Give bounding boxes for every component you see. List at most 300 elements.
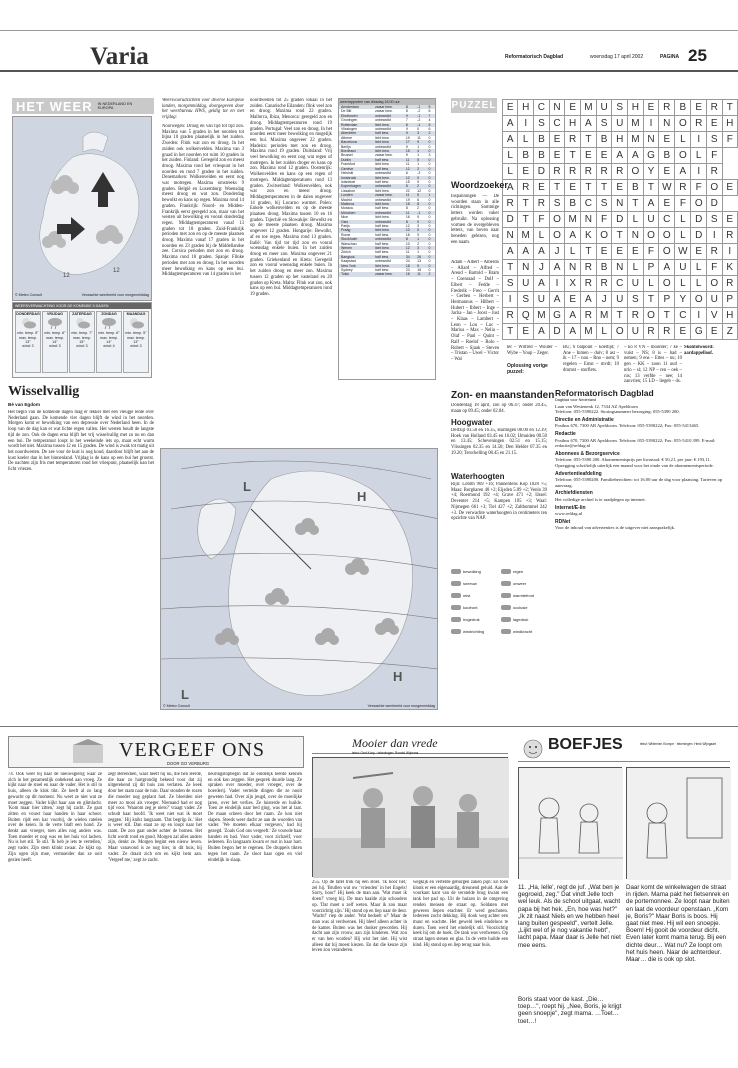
table-cell: 6: [405, 171, 408, 176]
colophon-box: [555, 388, 730, 718]
puzzle-letter: E: [503, 100, 518, 116]
table-cell: 0: [426, 149, 435, 153]
puzzle-letter: N: [565, 260, 581, 276]
puzzle-letter: I: [518, 116, 534, 132]
puzzle-letter: T: [612, 228, 628, 244]
table-cell: 0: [426, 255, 435, 259]
table-cell: Berlijn: [341, 144, 351, 149]
map2-caption-left: © Meteo Consult: [163, 704, 190, 708]
puzzle-letter: T: [722, 100, 738, 116]
weather-article-body: Het begin van de komende dagen mag er lekker met een vleugje lente over Nederland gaan. De komende vier dagen blijft de wind in het noorden. Morgen komt er bewolking van een depressie over Nederland heen. In de loop van de dag kan er wat lichte regen vallen. Het westen houdt de langste tijd de zon. Ook de dagen erna blijft het vrij wisselvallig met zo nu en dan een bui. De temperatuur loopt in het weekeinde iets op, maar echt warm wordt het niet. Maxima tussen 12 en 15 graden. De wind is zwak tot matig uit het noordwesten. De zee voor de kust is nog koud, daardoor blijft het aan de kust koeler dan in het binnenland. Vrijdag is de kans op een bui het grootst. De nachten zijn fris met temperaturen rond het vriespunt, plaatselijk kan het licht vriezen.: [8, 410, 154, 473]
puzzle-row: [503, 180, 738, 196]
table-cell: 0: [426, 167, 435, 171]
puzzle-letter: S: [628, 292, 644, 308]
forecast-day-name: MAANDAG: [126, 312, 146, 316]
puzzle-letter: A: [534, 244, 550, 260]
mooier-text: 255. Op de tafel trok hij een stoel. 'Ik hoor het,' zei hij. 'Brullen wat uw ‘vrienden’ in het Engels! Sorry, hoor!' Hij keek de man aan. 'Wat moet ik doen?' vroeg hij. De man haalde zijn schouders op. 'Dat moet u zelf weten. Maar ik zou maar voorzichtig zijn.' Hij stond op en liep naar de deur. 'Wacht!' riep de ander. 'Wat bedoelt u?' Maar de man was al verdwenen. Hij bleef alleen achter in de kamer. Buiten was het donker geworden. Hij dacht aan zijn vrouw, aan zijn kinderen. Wat zou er van hen worden? Hij wist het niet. Hij wist alleen dat hij moest kiezen. En dat die keuze zijn leven zou veranderen.: [312, 880, 407, 954]
puzzle-letter: H: [722, 116, 738, 132]
table-cell: 2: [426, 272, 435, 276]
boefjes-caption-1: 11. „Ha, lelle', regt de juf. „Wat ben je gegroeid, zeg." Dat vindt Jelle toch wel leuk. Als de school uitgaat, wacht papa bij het hek. „En, hoe was het?" „Ik zit naast Niels en we hebben heel lang buiten gespeeld", vertelt Jelle. „Lijkt wel of je nog vakantie hebt", lacht papa. Maar daar is Jelle het niet mee eens.: [518, 884, 621, 949]
puzzle-letter: M: [628, 116, 644, 132]
table-cell: 8: [404, 105, 415, 109]
puzzle-letter: B: [628, 180, 644, 196]
tide-title: Hoogwater: [451, 418, 493, 427]
table-cell: Lissabon: [341, 188, 356, 193]
high-pressure-label-1: H: [357, 489, 367, 504]
puzzle-letter: S: [503, 276, 518, 292]
puzzle-row: [503, 244, 738, 260]
table-cell: 9: [417, 179, 420, 184]
table-cell: 0: [428, 206, 431, 211]
table-cell: 8: [404, 123, 415, 127]
table-cell: 0: [426, 246, 435, 250]
legend-row: [451, 577, 547, 589]
table-cell: 5: [426, 105, 435, 109]
legend-item: [501, 629, 547, 634]
puzzle-letter: E: [706, 324, 722, 340]
table-cell: licht bew.: [373, 202, 404, 206]
table-cell: 12: [417, 188, 422, 193]
puzzle-letter: U: [628, 324, 644, 340]
table-cell: 3: [415, 131, 426, 135]
table-cell: 4: [428, 118, 431, 123]
puzzle-letter: S: [706, 132, 722, 148]
table-cell: licht bew.: [373, 149, 404, 153]
solution-keyword: Skontolwoord: aardappelloof.: [684, 345, 714, 356]
puzzle-letter: Y: [675, 292, 691, 308]
table-cell: 0: [426, 158, 435, 162]
table-cell: -2: [417, 109, 421, 114]
table-cell: -1: [415, 211, 426, 215]
puzzle-letter: R: [581, 276, 597, 292]
forecast-wind: wind: 3: [22, 344, 34, 349]
table-cell: 0: [428, 241, 431, 246]
puzzle-letter: R: [659, 100, 675, 116]
mooier-header: [312, 736, 508, 754]
legend-symbol-icon: [451, 629, 461, 634]
puzzle-letter: N: [518, 260, 534, 276]
puzzle-letter: R: [549, 164, 565, 180]
boefjes-caption-3: Daar komt de winkelwagen de straat in rijden. Mama pakt het fietsenrek en de portemonnee. Ze loopt naar buiten en laat de voordeur openstaan. „Kom je, Boris?" Maar Boris is boos. Hij gaat niet mee. Hij wil een snoepje. Boem! Hij gooit de voordeur dicht. Even later komt mama terug. Bij een dichte deur… Wat nu? Ze loopt om het huis heen. Naar de achterdeur. Maar… die is ook op slot.: [626, 884, 730, 964]
table-cell: Parijs: [341, 223, 350, 228]
table-cell: -1: [415, 114, 426, 118]
table-cell: Londen: [339, 193, 373, 197]
puzzle-row: [503, 100, 738, 116]
table-cell: onbewolkt: [373, 220, 404, 224]
puzzle-letter: I: [503, 292, 518, 308]
table-cell: half bew.: [375, 250, 389, 255]
puzzle-letter: E: [691, 244, 707, 260]
table-cell: 0: [428, 223, 431, 228]
legend-item: [451, 593, 497, 598]
table-cell: Zürich: [341, 250, 351, 255]
table-cell: 6: [428, 127, 431, 132]
puzzle-letter: L: [675, 212, 691, 228]
table-cell: onbewolkt: [375, 144, 391, 149]
puzzle-letter: C: [612, 276, 628, 292]
table-cell: Sydney: [341, 268, 353, 273]
puzzle-banner: [451, 98, 497, 113]
puzzle-letter: E: [722, 212, 738, 228]
legend-symbol-icon: [501, 617, 511, 622]
colophon-arch-text: Het volledige archief is te raadplegen op internet.: [555, 496, 646, 502]
puzzle-letter: A: [565, 228, 581, 244]
puzzle-letter: T: [565, 148, 581, 164]
puzzle-letter: U: [596, 100, 612, 116]
table-cell: 0: [428, 250, 431, 255]
puzzle-letter: R: [581, 308, 597, 324]
puzzle-letter: T: [596, 180, 612, 196]
puzzle-letter: L: [675, 228, 691, 244]
legend-item: [501, 593, 547, 598]
table-header: weerrapporten van dinsdag 18.00 uur: [339, 99, 435, 105]
table-cell: 22: [405, 188, 410, 193]
table-cell: 0: [428, 259, 431, 264]
puzzle-letter: W: [659, 180, 675, 196]
legend-label: mist: [463, 592, 471, 598]
table-cell: 11: [404, 193, 415, 197]
table-cell: 1: [417, 153, 420, 158]
forecast-day-name: ZATERDAG: [72, 312, 92, 316]
table-cell: 0: [426, 228, 435, 232]
legend-label: onweer: [513, 580, 527, 586]
cloud-sun-icon: [127, 316, 145, 330]
table-cell: München: [339, 211, 373, 215]
puzzle-letter: F: [675, 196, 691, 212]
puzzle-letter: R: [596, 164, 612, 180]
forecast-wind: wind: 3: [49, 344, 61, 349]
forecast-max: max. temp. 14°: [100, 335, 118, 344]
serial-header: [8, 736, 304, 768]
puzzle-letter: U: [518, 276, 534, 292]
puzzle-letter: O: [659, 276, 675, 292]
puzzle-letter: A: [503, 116, 518, 132]
table-cell: 7: [426, 114, 435, 118]
puzzle-letter: R: [518, 180, 534, 196]
map-caption-right: Verwachte weerbeeld voor morgenmiddag: [81, 293, 149, 298]
puzzle-letter: T: [503, 324, 518, 340]
legend-label: occlusie: [513, 604, 528, 610]
serial-col2: zegt Berendien, waar heeft hij nu, die hen leerde, die haar zo hartgrondig bekend voor dat zij uitgerekend zij dit huis zou verlaten. Ze keek door het raam naar de tuin. Daar stonden de rozen die moeder nog geplant had. Ze bloeiden niet meer zo mooi als vroeger. Niemand had er nog tijd voor. 'Waarom zeg je niets?' vraagt vader. Ze schudt haar hoofd. 'Ik weet niet wat ik moet zeggen.' Hij knikt langzaam. 'Dat begrijp ik.' Het is weer stil. Dan staat ze op en loopt naar het raam. De zon gaat onder achter de bomen. Het licht wordt rood en goud. Morgen zal alles anders zijn, denkt ze. Morgen begint een nieuw leven. Maar vanavond is ze nog hier, in dit huis, bij vader. Ze draait zich om en kijkt hem aan. 'Vergeef me,' zegt ze zacht.: [108, 772, 202, 863]
legend-row: [451, 565, 547, 577]
page-date: woensdag 17 april 2002: [590, 54, 644, 60]
table-cell: half bew.: [373, 167, 404, 171]
colophon-red-text: Postbus 670, 7300 AR Apeldoorn. Telefoon: 055-5390222; Fax: 055-5410 399. E-mail: redactie@refdag.nl: [555, 437, 716, 449]
table-cell: Eindhoven: [339, 114, 373, 118]
table-cell: onbewolkt: [375, 171, 391, 176]
table-cell: 19: [405, 197, 410, 202]
puzzle-letter: X: [565, 276, 581, 292]
word-search-grid: [502, 99, 738, 340]
weather-article-author: Bé van Egdom: [8, 402, 40, 407]
puzzle-letter: T: [643, 292, 659, 308]
legend-item: [451, 629, 497, 634]
table-cell: 9: [415, 264, 426, 268]
bottom-section-rule: [0, 726, 738, 727]
puzzle-letter: M: [581, 100, 597, 116]
puzzle-letter: A: [581, 292, 597, 308]
puzzle-letter: R: [581, 260, 597, 276]
children-illustration: [519, 768, 623, 880]
table-cell: 6: [417, 197, 420, 202]
puzzle-row: [503, 260, 738, 276]
table-cell: Athene: [341, 135, 353, 140]
puzzle-letter: T: [581, 244, 597, 260]
legend-label: koufront: [463, 604, 478, 610]
puzzle-letter: L: [628, 212, 644, 228]
puzzle-letter: R: [706, 244, 722, 260]
puzzle-letter: E: [706, 116, 722, 132]
low-pressure-label-1: L: [243, 479, 251, 494]
puzzle-letter: L: [675, 132, 691, 148]
legend-label: lagedruk: [513, 616, 529, 622]
legend-symbol-icon: [451, 605, 461, 610]
table-cell: 8: [405, 206, 408, 211]
weather-map-small: [12, 116, 152, 301]
table-cell: Wenen: [339, 246, 373, 250]
table-cell: Dublin: [339, 158, 373, 162]
table-cell: Helsinki: [341, 171, 354, 176]
puzzle-letter: P: [659, 292, 675, 308]
table-cell: De Bilt: [341, 109, 352, 114]
cloud-sun-icon: [19, 316, 37, 330]
puzzle-letter: O: [691, 196, 707, 212]
table-cell: licht bew.: [373, 176, 404, 180]
puzzle-letter: O: [675, 148, 691, 164]
puzzle-letter: R: [534, 196, 550, 212]
legend-label: warmtefront: [513, 592, 535, 598]
table-cell: 2: [415, 167, 426, 171]
forecast-min: min. temp. 6°: [98, 331, 120, 336]
colophon-sub: Dagblad voor Nederland: [555, 398, 597, 402]
weather-banner: [12, 98, 154, 114]
puzzle-letter: L: [691, 148, 707, 164]
table-cell: 5: [415, 193, 426, 197]
puzzle-letter: O: [691, 292, 707, 308]
table-cell: Rotterdam: [339, 123, 373, 127]
table-cell: 0: [426, 237, 435, 241]
table-cell: zwaar bew.: [375, 153, 393, 158]
puzzle-letter: D: [549, 324, 565, 340]
puzzle-letter: A: [565, 324, 581, 340]
puzzle-letter: E: [565, 100, 581, 116]
serial-col3: neuringstopbegin dat ze eindelijk leerde kennen en ook kon zeggen. Het gesprek duurde lang. Ze spraken over moeder, over vroeger, over de boerderij. Vader vertelde dingen die ze nooit geweten had. Over zijn jeugd, over de moeilijke jaren, over het verlies. Ze luisterde en huilde. Toen ze eindelijk naar bed ging, was het al laat. De maan scheen door het raam. Ze kon niet slapen. Steeds weer dacht ze aan de woorden van vader. 'We moeten elkaar vergeven,' had hij gezegd. 'Zoals God ons vergeeft.' Ze vouwde haar handen en bad. Voor vader, voor zichzelf, voor iedereen. En langzaam kwam er rust in haar hart. Buiten begon het te regenen. De druppels tikten tegen het raam. Ze sloot haar ogen en viel eindelijk in slaap.: [208, 772, 302, 863]
table-cell: 9: [415, 140, 426, 144]
legend-row: [451, 589, 547, 601]
table-cell: Amsterdam: [339, 105, 373, 109]
puzzle-letter: S: [612, 100, 628, 116]
cloud-rain-icon: [100, 316, 118, 330]
colophon-adv-text: Telefoon: 055-5390200. Familieberichten: tot 16.00 uur de dag voor plaatsing. Tarieven op aanvraag.: [555, 477, 723, 488]
puzzle-letter: R: [628, 308, 644, 324]
puzzle-letter: O: [643, 228, 659, 244]
table-cell: half bew.: [375, 223, 389, 228]
puzzle-letter: O: [628, 164, 644, 180]
puzzle-letter: D: [706, 196, 722, 212]
table-cell: 12: [404, 176, 415, 180]
table-cell: 9: [405, 127, 408, 132]
puzzle-letter: N: [581, 212, 597, 228]
table-cell: 6: [426, 123, 435, 127]
legend-item: [501, 569, 547, 574]
puzzle-letter: J: [534, 260, 550, 276]
puzzle-letter: E: [596, 148, 612, 164]
table-cell: 0: [415, 228, 426, 232]
puzzle-letter: B: [518, 148, 534, 164]
table-cell: Bordeaux: [339, 149, 373, 153]
puzzle-letter: E: [596, 244, 612, 260]
puzzle-letter: L: [691, 276, 707, 292]
solution-text-col4: – ko 8 VN – moonter; 7 ke – vuist – NS; 8 is – bad – nemen; 9 ens – Ettes – nu; 10 gen – KK – zoon 11 uurl – nrlo – sl; 12 NP – ren – oek – rus; 13 verfde – nee; 14 zanvrien; 15 LD – liegeb – ds.: [624, 345, 682, 385]
table-cell: Praag: [339, 228, 373, 232]
legend-symbol-icon: [501, 593, 511, 598]
table-cell: licht bew.: [373, 264, 404, 268]
puzzle-letter: U: [675, 260, 691, 276]
puzzle-letter: D: [691, 228, 707, 244]
puzzle-letter: S: [518, 292, 534, 308]
puzzle-letter: M: [581, 324, 597, 340]
puzzle-letter: R: [503, 308, 518, 324]
puzzle-letter: R: [675, 180, 691, 196]
puzzle-letter: R: [503, 196, 518, 212]
puzzle-letter: V: [706, 308, 722, 324]
table-cell: Tokio: [339, 272, 373, 276]
puzzle-row: [503, 164, 738, 180]
puzzle-letter: C: [659, 212, 675, 228]
puzzle-letter: T: [659, 308, 675, 324]
puzzle-letter: T: [549, 180, 565, 196]
puzzle-letter: R: [565, 164, 581, 180]
colophon-adv-title: Advertentieafdeling: [555, 470, 602, 477]
puzzle-letter: T: [612, 308, 628, 324]
puzzle-letter: L: [691, 260, 707, 276]
legend-symbol-icon: [451, 617, 461, 622]
puzzle-letter: T: [503, 260, 518, 276]
boefjes-header: [518, 736, 730, 762]
puzzle-letter: F: [706, 148, 722, 164]
weather-intro: Weersvooruitzichten voor diverse Europese landen, morgenmiddag, doorgegeven door het weerbureau HWS, geldig tot en met vrijdag:: [162, 98, 244, 121]
puzzle-letter: I: [722, 244, 738, 260]
table-cell: Kopenhagen: [339, 184, 373, 188]
solution-title: Oplossing vorige puzzel:: [507, 363, 548, 375]
puzzle-letter: G: [549, 308, 565, 324]
serial-col1: 74. Ook weer bij haar de nieuwsgierig waar ze zich in het gezamenlijk onbekend aan vroeg. Ze kijkt naar de stoel en naar de vader. Het is stil in huis, alleen de klok tikt. Ze heeft al zo lang gewacht op dit moment. Nu weet ze niet wat ze moet zeggen. Vader kijkt haar aan en glimlacht. 'Kom maar hier zitten,' zegt hij zacht. Ze gaat zitten en vouwt haar handen in haar schoot. Buiten rijdt een kar voorbij, de wielen ratelen over de keien. In de verte blaft een hond. Ze denkt aan vroeger, toen alles nog anders was. Toen moeder er nog was en het huis vol lachen. Nu is het stil. Te stil. 'Ik heb je iets te vertellen,' zegt vader. Zijn stem klinkt zwaar. Ze kijkt op. Zijn ogen zijn moe, vermoeider dan ze ooit gezien heeft.: [8, 772, 102, 863]
water-text: Rijn: Lobith 969 +16; Pannerdens Kop 1028 +5; Maas: Borgharen 48 +2; Eijsden 5.09 +2; Venlo 39 +4; Roermond 192 +4; Grave 471 +2; IJssel: Deventer 214 +5; Kampen 105 +3; Waal: Nijmegen 661 +3; Tiel 427 +2; Zaltbommel 242 +3. De verwachte waterhoogten in centimeters ten opzichte van NAP.: [451, 482, 547, 522]
puzzle-letter: A: [503, 244, 518, 260]
table-cell: half bew.: [375, 232, 389, 237]
forecast-day: [123, 311, 149, 373]
puzzle-letter: B: [534, 132, 550, 148]
puzzle-row: [503, 132, 738, 148]
table-row: [339, 272, 435, 276]
table-cell: 7: [405, 118, 408, 123]
tide-text: Delfzijl 03.50 en 16.35, Harlingen 00.00 en 12.39; Hoek van Holland 03.45 en 16.02; IJmuiden 00.50 en 13.45; Scheveningen 02.51 en 15.15; Vlissingen 02.35 en 14.50; Den Helder 07.35 en 19.20; Terschelling 08.45 en 21.15.: [451, 428, 547, 456]
puzzle-letter: T: [628, 196, 644, 212]
serial-illustration-icon: [69, 739, 109, 767]
puzzle-letter: E: [675, 324, 691, 340]
puzzle-letter: Y: [643, 164, 659, 180]
puzzle-letter: A: [565, 308, 581, 324]
puzzle-letter: N: [628, 228, 644, 244]
puzzle-letter: E: [565, 180, 581, 196]
legend-label: sneeuw: [463, 580, 477, 586]
table-cell: Bangkok: [339, 255, 373, 259]
weather-map-large: [160, 448, 438, 710]
puzzle-letter: F: [691, 180, 707, 196]
boefjes-panel-2: [626, 767, 730, 879]
serial-subtitle: DOOR GO VERBURG: [167, 761, 210, 766]
forecast-min: min. temp. 7°: [71, 331, 93, 336]
puzzle-letter: R: [722, 228, 738, 244]
table-cell: Moskou: [341, 206, 354, 211]
puzzle-letter: T: [518, 196, 534, 212]
puzzle-letter: A: [549, 260, 565, 276]
puzzle-letter: O: [549, 228, 565, 244]
boefjes-mascot-icon: [522, 738, 544, 760]
puzzle-letter: R: [706, 100, 722, 116]
puzzle-letter: B: [565, 196, 581, 212]
puzzle-letter: A: [503, 180, 518, 196]
table-cell: Madrid: [341, 197, 352, 202]
forecast-day-name: DONDERDAG: [16, 312, 40, 316]
colophon-abo-text: Telefoon: 055-5390 200. Abonnementsprijs per kwartaal: € 50,21, per jaar: € 193,11. Opzegging schriftelijk uiterlijk een maand voor het einde van de abonnementsperiode.: [555, 457, 714, 468]
section-title: Varia: [90, 43, 149, 70]
puzzle-letter: C: [675, 308, 691, 324]
puzzle-letter: L: [518, 132, 534, 148]
table-cell: 3: [417, 223, 420, 228]
puzzle-letter: N: [643, 132, 659, 148]
page-header-rule: [0, 30, 738, 31]
table-cell: 0: [428, 188, 431, 193]
legend-item: [451, 617, 497, 622]
puzzle-letter: J: [596, 292, 612, 308]
puzzle-letter: C: [581, 196, 597, 212]
table-cell: 8: [404, 184, 415, 188]
forecast-wind: wind: 3: [130, 344, 142, 349]
table-cell: Aberdeen: [339, 131, 373, 135]
puzzle-letter: Q: [518, 308, 534, 324]
puzzle-row: [503, 196, 738, 212]
table-cell: 0: [426, 184, 435, 188]
table-cell: 0: [428, 162, 431, 167]
forecast-max: max. temp. 15°: [73, 335, 91, 344]
puzzle-letter: B: [534, 148, 550, 164]
table-cell: licht bew.: [375, 135, 390, 140]
table-cell: Rome: [341, 232, 351, 237]
table-cell: 11: [404, 158, 415, 162]
table-cell: 0: [426, 211, 435, 215]
table-cell: 6: [428, 109, 431, 114]
table-cell: Innsbruck: [339, 176, 373, 180]
weather-article-title: Wisselvallig: [8, 384, 80, 399]
legend-item: [501, 617, 547, 622]
puzzle-letter: P: [643, 260, 659, 276]
page-number: 25: [688, 46, 707, 65]
table-cell: onbewolkt: [375, 259, 391, 264]
table-cell: 5: [415, 158, 426, 162]
table-cell: 10: [404, 228, 415, 232]
puzzle-letter: U: [628, 276, 644, 292]
puzzle-letter: D: [691, 212, 707, 228]
puzzle-letter: R: [691, 116, 707, 132]
puzzle-row: [503, 116, 738, 132]
puzzle-letter: A: [518, 244, 534, 260]
puzzle-letter: E: [659, 164, 675, 180]
forecast-day-name: VRIJDAG: [47, 312, 63, 316]
puzzle-letter: N: [612, 260, 628, 276]
forecast-day-name: ZONDAG: [101, 312, 117, 316]
puzzle-letter: E: [518, 324, 534, 340]
